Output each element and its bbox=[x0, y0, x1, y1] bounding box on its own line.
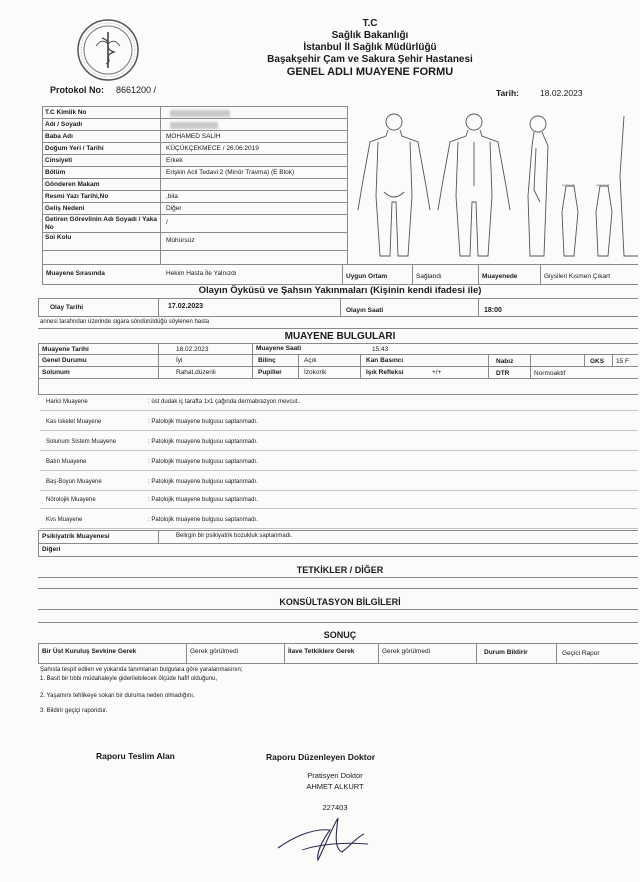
statement-text: annesi tarafından üzerinde sigara söndürüldüğü söylenen hasta bbox=[40, 319, 210, 325]
doctor-code: 227403 bbox=[322, 803, 348, 812]
exam-label: Baş-Boyun Muayene bbox=[46, 479, 102, 485]
event-date-value: 17.02.2023 bbox=[168, 303, 204, 310]
result-title: SONUÇ bbox=[323, 630, 357, 640]
exam-label: Batın Muayene bbox=[46, 459, 87, 465]
resp-value: Rahat,düzenli bbox=[176, 369, 216, 376]
patient-field-value: / bbox=[166, 219, 168, 226]
patient-field-label: Soi Kolu bbox=[45, 234, 72, 241]
env-label: Uygun Ortam bbox=[346, 273, 388, 280]
exam-label: Solunum Sistem Muayene bbox=[46, 439, 117, 445]
header-line-1: T.C bbox=[362, 18, 378, 29]
exam-label: Kas iskelet Muayene bbox=[46, 419, 102, 425]
light-label: Işık Refleksi bbox=[366, 369, 404, 376]
doctor-signature bbox=[272, 808, 382, 868]
date-value: 18.02.2023 bbox=[540, 88, 583, 98]
exam-value: : üst dudak iç tarafta 1x1 çağında dermabrazyon mevcut.. bbox=[148, 399, 301, 405]
patient-field-label: Adı / Soyadı bbox=[45, 121, 83, 128]
status-label: Durum Bildirir bbox=[484, 649, 528, 656]
exam-value: Giysileri Kısmen Çıkart bbox=[544, 273, 611, 280]
env-value: Sağlandı bbox=[416, 273, 442, 280]
exam-label: Harici Muayene bbox=[46, 399, 88, 405]
upper-label: Bir Üst Kuruluş Sevkine Gerek bbox=[42, 648, 137, 655]
exam-time-label: Muayene Saati bbox=[256, 345, 302, 352]
patient-field-value: KÜÇÜKÇEKMECE / 26.06.2019 bbox=[166, 145, 259, 152]
patient-field-value: MOHAMED SALİH bbox=[166, 133, 221, 140]
exam-label: Nörolojik Muayene bbox=[46, 497, 96, 503]
sequence-value: Hekim Hasta İle Yalnızdı bbox=[166, 270, 237, 277]
ministry-seal-icon bbox=[76, 18, 140, 82]
psych-label: Psikiyatrik Muayenesi bbox=[42, 533, 110, 540]
exam-value: : Patolojik muayene bulgusu saptanmadı. bbox=[148, 497, 258, 503]
history-title: Olayın Öyküsü ve Şahsın Yakınmaları (Kişinin kendi ifadesi ile) bbox=[198, 285, 482, 296]
svg-text:sol bacak: sol bacak bbox=[562, 183, 575, 187]
protocol-label: Protokol No: bbox=[50, 85, 104, 95]
status-value: Geçici Rapor bbox=[562, 650, 600, 657]
exam-date-value: 18.02.2023 bbox=[176, 346, 209, 353]
resp-label: Solunum bbox=[42, 369, 70, 376]
patient-field-value: ,bila bbox=[166, 193, 178, 200]
extra-value: Gerek görülmedi bbox=[382, 648, 431, 655]
exam-label: Muayenede bbox=[482, 273, 518, 280]
result-item-2: 2. Yaşamını tehlikeye sokan bir duruma neden olmadığını, bbox=[40, 693, 195, 699]
patient-field-label: Cinsiyeti bbox=[45, 157, 73, 164]
dtr-value: Normoaktif bbox=[534, 370, 566, 377]
result-item-1: 1. Basit bir tıbbi müdahaleyle giderilebilecek ölçüde hafif olduğunu, bbox=[40, 676, 218, 682]
header-line-4: Başakşehir Çam ve Sakura Şehir Hastanesi bbox=[267, 54, 473, 65]
patient-field-label: Getiren Görevlinin Adı Soyadı / Yaka No bbox=[45, 216, 157, 231]
tests-title: TETKİKLER / DİĞER bbox=[296, 565, 384, 575]
bp-label: Kan Basıncı bbox=[366, 357, 404, 364]
psych-value: Belirgin bir psikiyatrik bozukluk saptanmadı. bbox=[176, 533, 293, 539]
event-date-label: Olay Tarihi bbox=[50, 304, 84, 311]
patient-field-label: Geliş Nedeni bbox=[45, 205, 85, 212]
patient-field-label: Resmi Yazı Tarihi,No bbox=[45, 193, 109, 200]
event-time-value: 18:00 bbox=[484, 307, 502, 314]
receiver-label: Raporu Teslim Alan bbox=[96, 751, 175, 761]
gks-value: 15 F bbox=[616, 358, 630, 365]
general-label: Genel Durumu bbox=[42, 357, 87, 364]
consult-title: KONSÜLTASYON BİLGİLERİ bbox=[279, 597, 401, 607]
exam-value: : Patolojik muayene bulgusu saptanmadı. bbox=[148, 439, 258, 445]
exam-date-label: Muayene Tarihi bbox=[42, 346, 89, 353]
consc-label: Bilinç bbox=[258, 357, 276, 364]
header-line-3: İstanbul İl Sağlık Müdürlüğü bbox=[303, 42, 437, 53]
patient-field-value: Erkek bbox=[166, 157, 183, 164]
exam-value: : Patolojik muayene bulgusu saptanmadı. bbox=[148, 419, 258, 425]
pupil-label: Pupiller bbox=[258, 369, 282, 376]
form-title: GENEL ADLI MUAYENE FORMU bbox=[286, 66, 454, 78]
date-label: Tarih: bbox=[496, 88, 519, 98]
body-diagram-icon bbox=[348, 106, 638, 266]
exam-value: : Patolojik muayene bulgusu saptanmadı. bbox=[148, 459, 258, 465]
patient-field-label: Gönderen Makam bbox=[45, 181, 100, 188]
redacted-name bbox=[170, 122, 218, 129]
exam-label: Kvs Muayene bbox=[46, 517, 83, 523]
doctor-title: Pratisyen Doktor bbox=[307, 771, 363, 780]
patient-field-label: Doğum Yeri / Tarihi bbox=[45, 145, 104, 152]
upper-value: Gerek görülmedi bbox=[190, 648, 239, 655]
general-value: İyi bbox=[176, 357, 183, 364]
pulse-label: Nabız bbox=[496, 358, 514, 365]
patient-field-value: Diğer bbox=[166, 205, 182, 212]
protocol-value: 8661200 / bbox=[116, 85, 157, 95]
other-label: Diğeri bbox=[42, 546, 61, 553]
patient-field-label: Baba Adı bbox=[45, 133, 73, 140]
event-time-label: Olayın Saati bbox=[346, 307, 384, 314]
dtr-label: DTR bbox=[496, 370, 510, 377]
doctor-name: AHMET ALKURT bbox=[306, 782, 364, 791]
patient-field-label: T.C Kimlik No bbox=[45, 109, 87, 116]
sequence-label: Muayene Sırasında bbox=[46, 270, 105, 277]
result-intro: Şahısta tespit edilen ve yukarıda tanımlanan bulgulara göre yaralanmasının; bbox=[40, 667, 243, 673]
findings-title: MUAYENE BULGULARI bbox=[284, 331, 396, 342]
exam-value: : Patolojik muayene bulgusu saptanmadı. bbox=[148, 479, 258, 485]
doctor-label: Raporu Düzenleyen Doktor bbox=[266, 752, 376, 762]
svg-text:sağ bacak: sağ bacak bbox=[596, 183, 610, 187]
light-value: +/+ bbox=[432, 369, 442, 376]
patient-field-value: Mühürsüz bbox=[166, 237, 195, 244]
gks-label: GKS bbox=[590, 358, 605, 365]
patient-field-label: Bölüm bbox=[45, 169, 66, 176]
header-line-2: Sağlık Bakanlığı bbox=[331, 30, 409, 41]
exam-time-value: 15:43 bbox=[372, 346, 389, 353]
consc-value: Açık bbox=[304, 357, 317, 364]
patient-field-value: Erişkin Acil Tedavi 2 (Minör Travma) (E Blok) bbox=[166, 169, 295, 176]
extra-label: İlave Tetkiklere Gerek bbox=[288, 648, 355, 655]
result-item-3: 3. Bildirir geçiçi raporidur. bbox=[40, 708, 108, 714]
redacted-id bbox=[170, 110, 230, 117]
pupil-value: İzokorik bbox=[304, 369, 327, 376]
exam-value: : Patolojik muayene bulgusu saptanmadı. bbox=[148, 517, 258, 523]
